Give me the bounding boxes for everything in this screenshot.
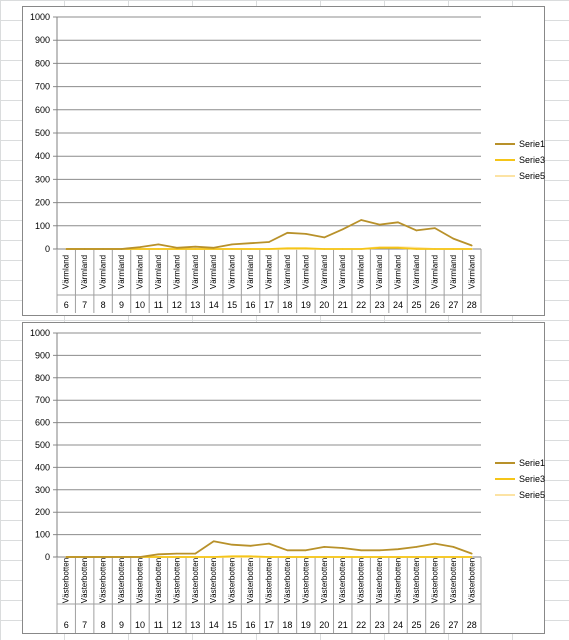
data-point — [102, 248, 104, 250]
category-group-label: Västerbotten — [319, 557, 329, 604]
category-group-label: Västerbotten — [411, 557, 421, 604]
data-point — [194, 556, 196, 558]
category-group-label: Västerbotten — [356, 557, 366, 604]
data-point — [158, 244, 160, 246]
y-tick-label: 200 — [34, 197, 50, 208]
category-group-label: Västerbotten — [190, 557, 200, 604]
data-point — [324, 556, 326, 558]
chart-varmland-plot — [23, 7, 546, 317]
x-tick-label: 9 — [119, 300, 125, 310]
x-tick-label: 27 — [448, 620, 459, 630]
category-group-label: Värmland — [356, 254, 366, 290]
data-point — [379, 549, 381, 551]
data-point — [84, 556, 86, 558]
x-tick-label: 15 — [227, 300, 238, 310]
x-tick-label: 8 — [100, 300, 106, 310]
data-point — [250, 248, 252, 250]
legend-label: Serie3 — [519, 474, 546, 484]
y-tick-label: 800 — [34, 372, 50, 383]
data-point — [305, 233, 307, 235]
x-tick-label: 25 — [411, 620, 422, 630]
data-point — [268, 543, 270, 545]
data-point — [397, 222, 399, 224]
y-tick-label: 0 — [44, 244, 50, 254]
x-tick-label: 16 — [245, 300, 256, 310]
data-point — [139, 248, 141, 250]
data-point — [360, 549, 362, 551]
data-point — [158, 556, 160, 558]
y-tick-label: 900 — [34, 350, 50, 361]
data-point — [342, 248, 344, 250]
category-group-label: Värmland — [393, 254, 403, 290]
data-point — [268, 556, 270, 558]
category-group-label: Västerbotten — [135, 557, 145, 604]
category-group-label: Västerbotten — [301, 557, 311, 604]
x-tick-label: 18 — [282, 300, 293, 310]
category-group-label: Värmland — [467, 254, 477, 290]
data-point — [287, 549, 289, 551]
y-tick-label: 0 — [44, 552, 50, 562]
data-point — [305, 549, 307, 551]
category-group-label: Västerbotten — [393, 557, 403, 604]
x-tick-label: 26 — [429, 300, 440, 310]
data-point — [453, 238, 455, 240]
x-tick-label: 7 — [82, 300, 88, 310]
data-point — [416, 248, 418, 250]
legend-label: Serie5 — [519, 490, 546, 500]
y-tick-label: 100 — [34, 220, 50, 231]
category-group-label: Värmland — [430, 254, 440, 290]
data-point — [379, 224, 381, 226]
category-group-label: Värmland — [319, 254, 329, 290]
data-point — [176, 247, 178, 249]
category-group-label: Värmland — [338, 254, 348, 290]
data-point — [434, 227, 436, 229]
x-tick-label: 16 — [245, 620, 256, 630]
category-group-label: Västerbotten — [153, 557, 163, 604]
data-point — [397, 556, 399, 558]
data-point — [397, 548, 399, 550]
category-group-label: Värmland — [375, 254, 385, 290]
x-tick-label: 17 — [263, 300, 275, 310]
y-tick-label: 1000 — [29, 328, 50, 338]
data-point — [65, 556, 67, 558]
x-tick-label: 27 — [448, 300, 459, 310]
data-point — [213, 247, 215, 249]
x-tick-label: 12 — [171, 620, 182, 630]
x-tick-label: 22 — [356, 300, 367, 310]
data-point — [453, 556, 455, 558]
x-tick-label: 21 — [337, 300, 348, 310]
chart-vasterbotten — [22, 322, 545, 634]
data-point — [158, 554, 160, 556]
data-point — [342, 228, 344, 230]
x-tick-label: 26 — [429, 620, 440, 630]
category-group-label: Värmland — [227, 254, 237, 290]
data-point — [342, 547, 344, 549]
category-group-label: Västerbotten — [448, 557, 458, 604]
category-group-label: Värmland — [172, 254, 182, 290]
category-group-label: Västerbotten — [227, 557, 237, 604]
legend-label: Serie1 — [519, 139, 546, 149]
category-group-label: Värmland — [61, 254, 71, 290]
data-point — [434, 556, 436, 558]
x-tick-label: 8 — [100, 620, 106, 630]
y-tick-label: 300 — [34, 484, 50, 495]
data-point — [176, 553, 178, 555]
category-group-label: Västerbotten — [264, 557, 274, 604]
x-tick-label: 28 — [466, 300, 477, 310]
category-group-label: Värmland — [448, 254, 458, 290]
data-point — [194, 246, 196, 248]
category-group-label: Värmland — [282, 254, 292, 290]
x-tick-label: 12 — [171, 300, 182, 310]
data-point — [84, 248, 86, 250]
x-tick-label: 13 — [190, 300, 201, 310]
data-point — [360, 556, 362, 558]
data-point — [250, 545, 252, 547]
x-tick-label: 10 — [134, 300, 145, 310]
category-group-label: Värmland — [98, 254, 108, 290]
data-point — [158, 248, 160, 250]
x-tick-label: 10 — [134, 620, 145, 630]
x-tick-label: 24 — [393, 300, 404, 310]
category-group-label: Värmland — [135, 254, 145, 290]
category-group-label: Västerbotten — [98, 557, 108, 604]
data-point — [250, 556, 252, 558]
data-point — [416, 556, 418, 558]
data-point — [324, 248, 326, 250]
data-point — [268, 248, 270, 250]
data-point — [65, 248, 67, 250]
data-point — [471, 556, 473, 558]
y-tick-label: 400 — [34, 462, 50, 473]
legend-label: Serie5 — [519, 171, 546, 181]
data-point — [416, 546, 418, 548]
data-point — [287, 556, 289, 558]
category-group-label: Västerbotten — [467, 557, 477, 604]
x-tick-label: 20 — [319, 620, 330, 630]
x-tick-label: 17 — [263, 620, 275, 630]
category-group-label: Västerbotten — [61, 557, 71, 604]
data-point — [324, 237, 326, 239]
x-tick-label: 6 — [63, 300, 69, 310]
y-tick-label: 600 — [34, 104, 50, 115]
data-point — [250, 242, 252, 244]
data-point — [434, 543, 436, 545]
x-tick-label: 9 — [119, 620, 125, 630]
x-tick-label: 23 — [374, 620, 385, 630]
x-tick-label: 23 — [374, 300, 385, 310]
category-group-label: Västerbotten — [117, 557, 127, 604]
y-tick-label: 900 — [34, 35, 50, 46]
x-tick-label: 19 — [300, 620, 311, 630]
data-point — [342, 556, 344, 558]
data-point — [287, 232, 289, 234]
y-tick-label: 500 — [34, 128, 50, 138]
category-group-label: Västerbotten — [80, 557, 90, 604]
data-point — [176, 556, 178, 558]
x-tick-label: 15 — [227, 620, 238, 630]
category-group-label: Västerbotten — [172, 557, 182, 604]
category-group-label: Värmland — [117, 254, 127, 290]
category-group-label: Västerbotten — [282, 557, 292, 604]
x-tick-label: 25 — [411, 300, 422, 310]
data-point — [287, 248, 289, 250]
x-tick-label: 13 — [190, 620, 201, 630]
category-group-label: Västerbotten — [430, 557, 440, 604]
x-tick-label: 11 — [153, 300, 164, 310]
data-point — [139, 556, 141, 558]
y-tick-label: 600 — [34, 417, 50, 428]
y-tick-label: 200 — [34, 507, 50, 518]
category-group-label: Värmland — [80, 254, 90, 290]
data-point — [305, 556, 307, 558]
data-point — [379, 247, 381, 249]
data-point — [231, 544, 233, 546]
data-point — [471, 553, 473, 555]
data-point — [194, 553, 196, 555]
data-point — [121, 248, 123, 250]
category-group-label: Västerbotten — [375, 557, 385, 604]
data-point — [268, 241, 270, 243]
data-point — [471, 248, 473, 250]
category-group-label: Värmland — [209, 254, 219, 290]
x-tick-label: 20 — [319, 300, 330, 310]
y-tick-label: 700 — [34, 81, 50, 92]
x-tick-label: 19 — [300, 300, 311, 310]
x-tick-label: 22 — [356, 620, 367, 630]
data-point — [471, 245, 473, 247]
legend-label: Serie1 — [519, 458, 546, 468]
legend-label: Serie3 — [519, 155, 546, 165]
data-point — [379, 556, 381, 558]
category-group-label: Värmland — [301, 254, 311, 290]
category-group-label: Västerbotten — [246, 557, 256, 604]
y-tick-label: 100 — [34, 529, 50, 540]
data-point — [305, 248, 307, 250]
data-point — [397, 247, 399, 249]
category-group-label: Västerbotten — [209, 557, 219, 604]
data-point — [434, 248, 436, 250]
y-tick-label: 500 — [34, 440, 50, 450]
data-point — [324, 546, 326, 548]
x-tick-label: 14 — [208, 620, 219, 630]
data-point — [231, 556, 233, 558]
y-tick-label: 400 — [34, 151, 50, 162]
x-tick-label: 21 — [337, 620, 348, 630]
y-tick-label: 700 — [34, 395, 50, 406]
x-tick-label: 18 — [282, 620, 293, 630]
data-point — [453, 546, 455, 548]
x-tick-label: 14 — [208, 300, 219, 310]
category-group-label: Värmland — [246, 254, 256, 290]
category-group-label: Värmland — [264, 254, 274, 290]
data-point — [194, 248, 196, 250]
data-point — [139, 246, 141, 248]
data-point — [360, 248, 362, 250]
data-point — [416, 230, 418, 232]
y-tick-label: 300 — [34, 174, 50, 185]
category-group-label: Värmland — [190, 254, 200, 290]
data-point — [231, 248, 233, 250]
category-group-label: Värmland — [153, 254, 163, 290]
chart-vasterbotten-plot — [23, 323, 546, 635]
data-point — [453, 248, 455, 250]
data-point — [121, 556, 123, 558]
data-point — [102, 556, 104, 558]
data-point — [213, 556, 215, 558]
x-tick-label: 7 — [82, 620, 88, 630]
data-point — [231, 244, 233, 246]
data-point — [213, 541, 215, 543]
category-group-label: Värmland — [411, 254, 421, 290]
x-tick-label: 11 — [153, 620, 164, 630]
y-tick-label: 800 — [34, 58, 50, 69]
x-tick-label: 28 — [466, 620, 477, 630]
chart-varmland — [22, 6, 545, 316]
x-tick-label: 6 — [63, 620, 69, 630]
x-tick-label: 24 — [393, 620, 404, 630]
series-line-serie1 — [66, 220, 472, 249]
category-group-label: Västerbotten — [338, 557, 348, 604]
y-tick-label: 1000 — [29, 12, 50, 22]
data-point — [360, 219, 362, 221]
